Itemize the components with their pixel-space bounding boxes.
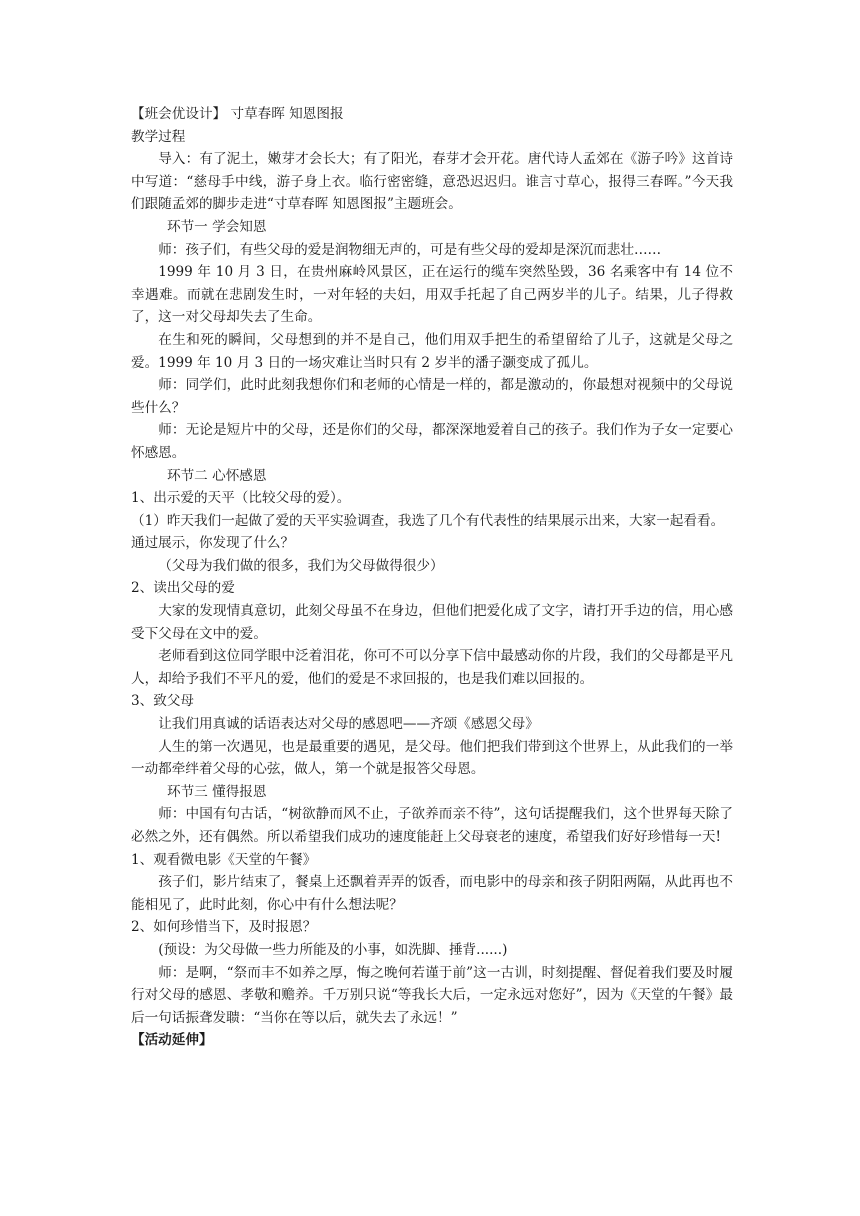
paragraph: 1999 年 10 月 3 日，在贵州麻岭风景区，正在运行的缆车突然坠毁，36 名乘客中有 14 位不幸遇难。而就在悲剧发生时，一对年轻的夫妇，用双手托起了自己两岁半的儿子。结果，儿子得救了，这一对父母却失去了生命。 — [131, 264, 733, 326]
document-subtitle: 教学过程 — [131, 128, 186, 145]
paragraph: 师：同学们，此时此刻我想你们和老师的心情是一样的，都是激动的，你最想对视频中的父母说些什么？ — [131, 377, 733, 416]
paragraph: 【活动延伸】 — [131, 1032, 213, 1049]
paragraph: 1、观看微电影《天堂的午餐》 — [131, 851, 317, 868]
section-heading: 环节二 心怀感恩 — [167, 467, 267, 484]
paragraph: 导入：有了泥土，嫩芽才会长大；有了阳光，春芽才会开花。唐代诗人孟郊在《游子吟》这首诗中写道：“慈母手中线，游子身上衣。临行密密缝，意恐迟迟归。谁言寸草心，报得三春晖。”今天我们跟随孟郊的脚步走进“寸草春晖 知恩图报”主题班会。 — [131, 151, 733, 213]
paragraph: 师：无论是短片中的父母，还是你们的父母，都深深地爱着自己的孩子。我们作为子女一定要心怀感恩。 — [131, 422, 733, 461]
paragraph: (预设：为父母做一些力所能及的小事，如洗脚、捶背......) — [158, 941, 508, 958]
paragraph: （父母为我们做的很多，我们为父母做得很少） — [158, 557, 444, 574]
document-body — [131, 103, 733, 1052]
paragraph: 2、读出父母的爱 — [131, 580, 235, 597]
paragraph: 师：中国有句古话，“树欲静而风不止，子欲养而亲不待”，这句话提醒我们，这个世界每天除了必然之外，还有偶然。所以希望我们成功的速度能赶上父母衰老的速度，希望我们好好珍惜每一天! — [131, 806, 733, 845]
paragraph: 孩子们，影片结束了，餐桌上还飘着弄弄的饭香，而电影中的母亲和孩子阴阳两隔，从此再也不能相见了，此时此刻，你心中有什么想法呢？ — [131, 874, 733, 913]
section-heading: 环节三 懂得报恩 — [167, 783, 267, 800]
paragraph: 3、致父母 — [131, 693, 195, 710]
paragraph: 老师看到这位同学眼中泛着泪花，你可不可以分享下信中最感动你的片段，我们的父母都是平凡人，却给予我们不平凡的爱，他们的爱是不求回报的，也是我们难以回报的。 — [131, 648, 733, 687]
document-title: 【班会优设计】 寸草春晖 知恩图报 — [131, 106, 344, 122]
paragraph: 让我们用真诚的话语表达对父母的感恩吧——齐颂《感恩父母》 — [158, 716, 539, 733]
section-heading: 环节一 学会知恩 — [167, 218, 267, 235]
paragraph: 2、如何珍惜当下，及时报恩？ — [131, 919, 317, 936]
paragraph: 师：是啊，“祭而丰不如养之厚，悔之晚何若谨于前”这一古训，时刻提醒、督促着我们要及时履行对父母的感恩、孝敬和赡养。千万别只说“等我长大后，一定永远对您好”，因为《天堂的午餐》最后一句话振聋发聩：“当你在等以后，就失去了永远！” — [131, 964, 733, 1026]
paragraph: 在生和死的瞬间，父母想到的并不是自己，他们用双手把生的希望留给了儿子，这就是父母之爱。1999 年 10 月 3 日的一场灾难让当时只有 2 岁半的潘子灏变成了孤儿。 — [131, 331, 733, 371]
paragraph: 通过展示，你发现了什么？ — [131, 535, 295, 552]
paragraph-list — [131, 148, 733, 1052]
paragraph: 1、出示爱的天平（比较父母的爱）。 — [131, 490, 351, 507]
paragraph: （1）昨天我们一起做了爱的天平实验调查，我选了几个有代表性的结果展示出来，大家一起看看。 — [131, 512, 725, 529]
paragraph: 大家的发现情真意切，此刻父母虽不在身边，但他们把爱化成了文字，请打开手边的信，用心感受下父母在文中的爱。 — [131, 603, 733, 642]
paragraph: 人生的第一次遇见，也是最重要的遇见，是父母。他们把我们带到这个世界上，从此我们的一举一动都牵绊着父母的心弦，做人，第一个就是报答父母恩。 — [131, 738, 733, 778]
paragraph: 师：孩子们，有些父母的爱是润物细无声的，可是有些父母的爱却是深沉而悲壮…… — [158, 241, 662, 258]
